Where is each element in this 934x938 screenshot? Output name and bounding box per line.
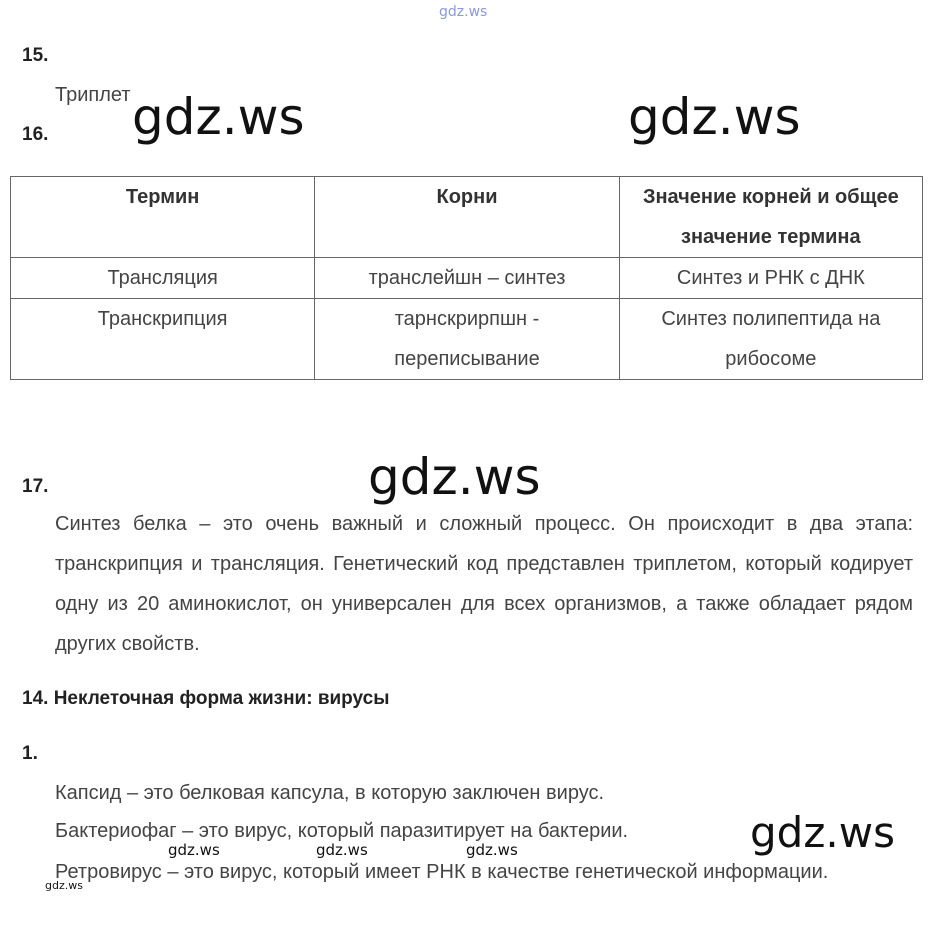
- table-header-term: Термин: [11, 177, 315, 258]
- definition-retrovirus: Ретровирус – это вирус, который имеет РНК в качестве генетической информации.: [55, 861, 829, 883]
- table-cell-meaning: Синтез полипептида на рибосоме: [619, 299, 922, 380]
- watermark-small-1: gdz.ws: [168, 841, 220, 859]
- definition-capsid: Капсид – это белковая капсула, в которую заключен вирус.: [55, 782, 605, 804]
- section-16-number: 16.: [22, 124, 49, 145]
- table-cell-roots: тарнскрирпшн - переписывание: [315, 299, 619, 380]
- table-cell-meaning: Синтез и РНК с ДНК: [619, 258, 922, 299]
- definition-bacteriophage: Бактериофаг – это вирус, который паразитирует на бактерии.: [55, 820, 629, 842]
- table-row: [11, 258, 923, 299]
- table-row: [11, 299, 923, 380]
- watermark-big-3: gdz.ws: [368, 448, 541, 506]
- terms-table: [10, 176, 923, 380]
- watermark-top: gdz.ws: [439, 4, 488, 20]
- chapter-heading: 14. Неклеточная форма жизни: вирусы: [22, 688, 390, 709]
- section-17-number: 17.: [22, 476, 49, 497]
- watermark-big-4: gdz.ws: [750, 808, 895, 857]
- watermark-small-2: gdz.ws: [316, 841, 368, 859]
- watermark-small-4: gdz.ws: [45, 879, 83, 892]
- table-header-meaning: Значение корней и общее значение термина: [619, 177, 922, 258]
- watermark-big-2: gdz.ws: [628, 88, 801, 146]
- watermark-small-3: gdz.ws: [466, 841, 518, 859]
- table-header-row: [11, 177, 923, 258]
- table-cell-term: Транскрипция: [11, 299, 315, 380]
- table-cell-term: Трансляция: [11, 258, 315, 299]
- section-15-number: 15.: [22, 45, 49, 66]
- section-1-number: 1.: [22, 743, 38, 764]
- section-15-answer: Триплет: [55, 84, 131, 106]
- table-header-roots: Корни: [315, 177, 619, 258]
- table-cell-roots: транслейшн – синтез: [315, 258, 619, 299]
- watermark-big-1: gdz.ws: [132, 88, 305, 146]
- section-17-paragraph: Синтез белка – это очень важный и сложный процесс. Он происходит в два этапа: транскрипция и трансляция. Генетический код представлен триплетом, который кодирует одну из 20 аминокислот, он универсален для всех организмов, а также обладает рядом других свойств.: [55, 513, 913, 655]
